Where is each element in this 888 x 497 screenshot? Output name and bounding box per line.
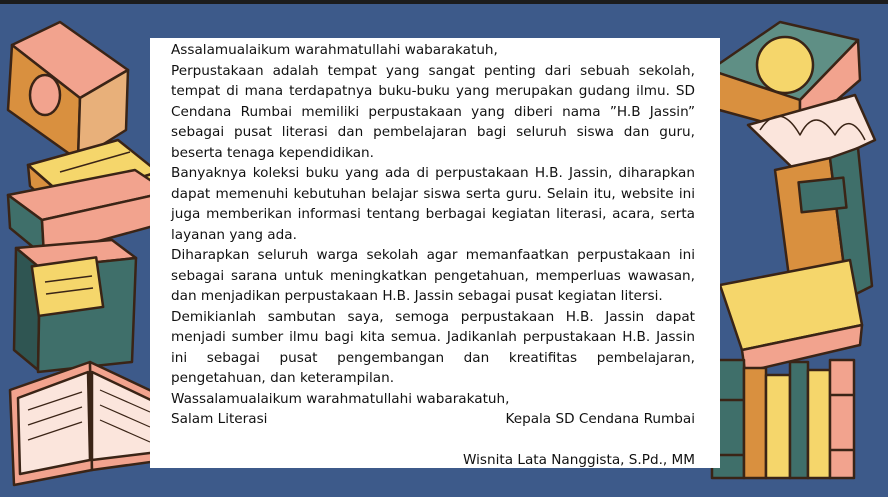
signature-row [171, 409, 695, 430]
book-teal-large-icon [14, 240, 136, 372]
letter-salutation: Salam Literasi [171, 411, 268, 427]
book-yellow-open-icon [720, 260, 862, 372]
signatory-position: Kepala SD Cendana Rumbai [505, 411, 695, 427]
letter-paragraph-4: Demikianlah sambutan saya, semoga perpustakaan H.B. Jassin dapat menjadi sumber ilmu bagi kita semua. Jadikanlah perpustakaan H.B. Jassin ini sebagai pusat pengembangan dan kreatifitas pembelajaran, pengetahuan, dan keterampilan. [171, 308, 695, 386]
signatory-name: Wisnita Lata Nanggista, S.Pd., MM [463, 451, 695, 468]
letter-paragraph-3: Diharapkan seluruh warga sekolah agar memanfaatkan perpustakaan ini sebagai sarana untuk meningkatkan pengetahuan, memperluas wawasan, dan menjadikan perpustakaan H.B. Jassin sebagai pusat kegiatan litersi. [171, 247, 695, 304]
letter-paragraph-1: Perpustakaan adalah tempat yang sangat penting dari sebuah sekolah, tempat di mana terdapatnya buku-buku yang merupakan gudang ilmu. SD Cendana Rumbai memiliki perpustakaan yang diberi nama ”H.B Jassin” sebagai pusat literasi dan pembelajaran bagi seluruh siswa dan guru, beserta tenaga kependidikan. [171, 62, 695, 161]
book-orange-tilted-icon [8, 22, 128, 160]
letter-paragraph-2: Banyaknya koleksi buku yang ada di perpustakaan H.B. Jassin, diharapkan dapat memenuhi kebutuhan belajar siswa serta guru. Selain itu, website ini juga memberikan informasi tentang berbagai kegiatan literasi, acara, serta layanan yang ada. [171, 165, 695, 243]
books-shelf-icon [712, 360, 854, 478]
open-book-icon [10, 362, 165, 485]
letter-closing: Wassalamualaikum warahmatullahi wabarakatuh, [171, 390, 510, 407]
welcome-letter [171, 40, 695, 470]
letter-greeting: Assalamualaikum warahmatullahi wabarakatuh, [171, 42, 498, 58]
